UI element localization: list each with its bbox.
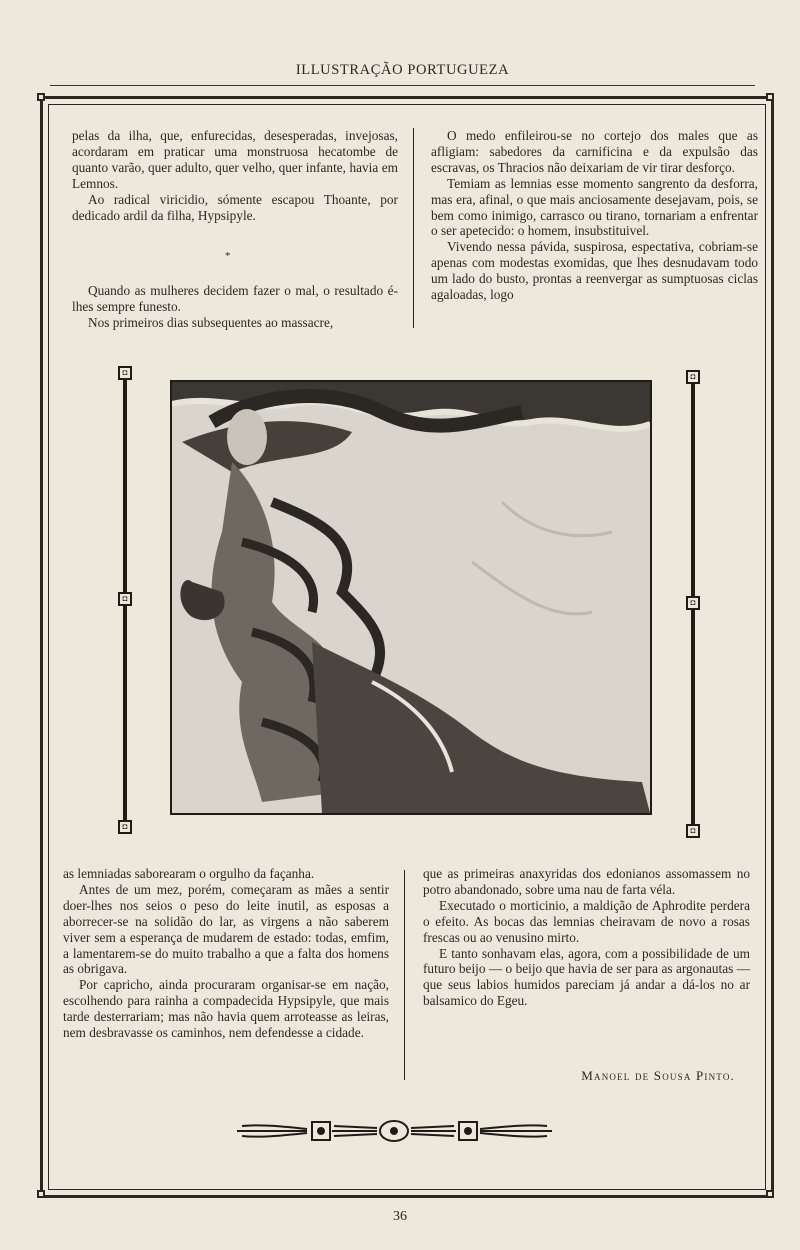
paragraph: Nos primeiros dias subsequentes ao massacre, [88,314,334,330]
right-ornamental-pillar [686,370,700,838]
woodcut-female-figure-illustration [172,382,650,813]
paragraph: Executado o morticinio, a maldição de Aphrodite perdera o efeito. As bocas das lemnias cheiravam de novo a rosas frescas ou ao venusino mirto. [423,897,750,945]
paragraph: Quando as mulheres decidem fazer o mal, o resultado é-lhes sempre funesto. [72,283,398,314]
tailpiece-ornament-icon [232,1115,557,1147]
top-left-column-2 [72,283,398,331]
header-rule [50,85,755,86]
section-separator: * [225,250,231,262]
frame-corner-tl [37,93,45,101]
pillar-knot-icon: ◘ [686,824,700,838]
paragraph: Antes de um mez, porém, começaram as mães a sentir doer-lhes nos seios o peso do leite inutil, as esposas a aborrecer-se na solidão do lar, as virgens a não saberem viver sem a esperança de mudarem de estado: todas, emfim, a lamentarem-se do muito trabalho a que a falta dos homens as obrigava. [63,881,389,977]
pillar-knot-icon: ◘ [118,820,132,834]
pillar-knot-icon: ◘ [118,366,132,380]
pillar-knot-icon: ◘ [686,370,700,384]
bottom-right-column [423,866,750,1009]
paragraph: Temiam as lemnias esse momento sangrento da desforra, mas era, afinal, o que mais anciosamente desejavam, pois, se bem como inimigo, carrasco ou tirano, tornariam a enfrentar o ser apetecido: o homem, insubstituivel. [431,175,758,239]
column-divider-bottom [404,870,405,1080]
top-right-column [431,128,758,303]
paragraph: E tanto sonhavam elas, agora, com a possibilidade de um futuro beijo — o beijo que havia de ser para as argonautas — que seus labios humidos pareciam já andar a dá-los no ar balsamico do Egeu. [423,945,750,1009]
paragraph: pelas da ilha, que, enfurecidas, desesperadas, invejosas, acordaram em praticar uma monstruosa hecatombe de quanto varão, quer adulto, quer velho, quer infante, havia em Lemnos. [72,128,398,191]
paragraph: que as primeiras anaxyridas dos edonianos assomassem no potro abandonado, sobre uma nau de farta véla. [423,866,750,897]
frame-corner-br [766,1190,774,1198]
paragraph: Por capricho, ainda procuraram organisar-se em nação, escolhendo para rainha a compadecida Hypsipyle, que mais tarde desterrariam; mas não havia quem arroteasse as leiras, nem desbravasse os caminhos, nem defendesse a cidade. [63,977,389,1041]
publication-title: ILLUSTRAÇÃO PORTUGUEZA [295,62,510,78]
pillar-knot-icon: ◘ [686,596,700,610]
running-header [50,62,755,86]
woodcut-illustration [170,380,652,815]
frame-corner-tr [766,93,774,101]
bottom-left-column [63,866,389,1041]
paragraph: O medo enfileirou-se no cortejo dos males que as afligiam: sabedores da carnificina e da expulsão das escravas, os Thracios não deixariam de vir tirar desforço. [431,128,758,175]
frame-corner-bl [37,1190,45,1198]
paragraph: as lemniadas saborearam o orgulho da façanha. [63,866,315,881]
left-ornamental-pillar [118,366,132,834]
paragraph: Ao radical viricidio, sómente escapou Thoante, por dedicado ardil da filha, Hypsipyle. [72,191,398,223]
author-signature: Manoel de Sousa Pinto. [581,1068,735,1083]
column-divider-top [413,128,414,328]
paragraph: Vivendo nessa pávida, suspirosa, espectativa, cobriam-se apenas com modestas exomidas, que lhes desnudavam todo um lado do busto, prontas a reenvergar as sumptuosas ciclas agaloadas, logo [431,239,758,303]
pillar-knot-icon: ◘ [118,592,132,606]
page-number: 36 [393,1209,407,1224]
top-left-column [72,128,398,223]
